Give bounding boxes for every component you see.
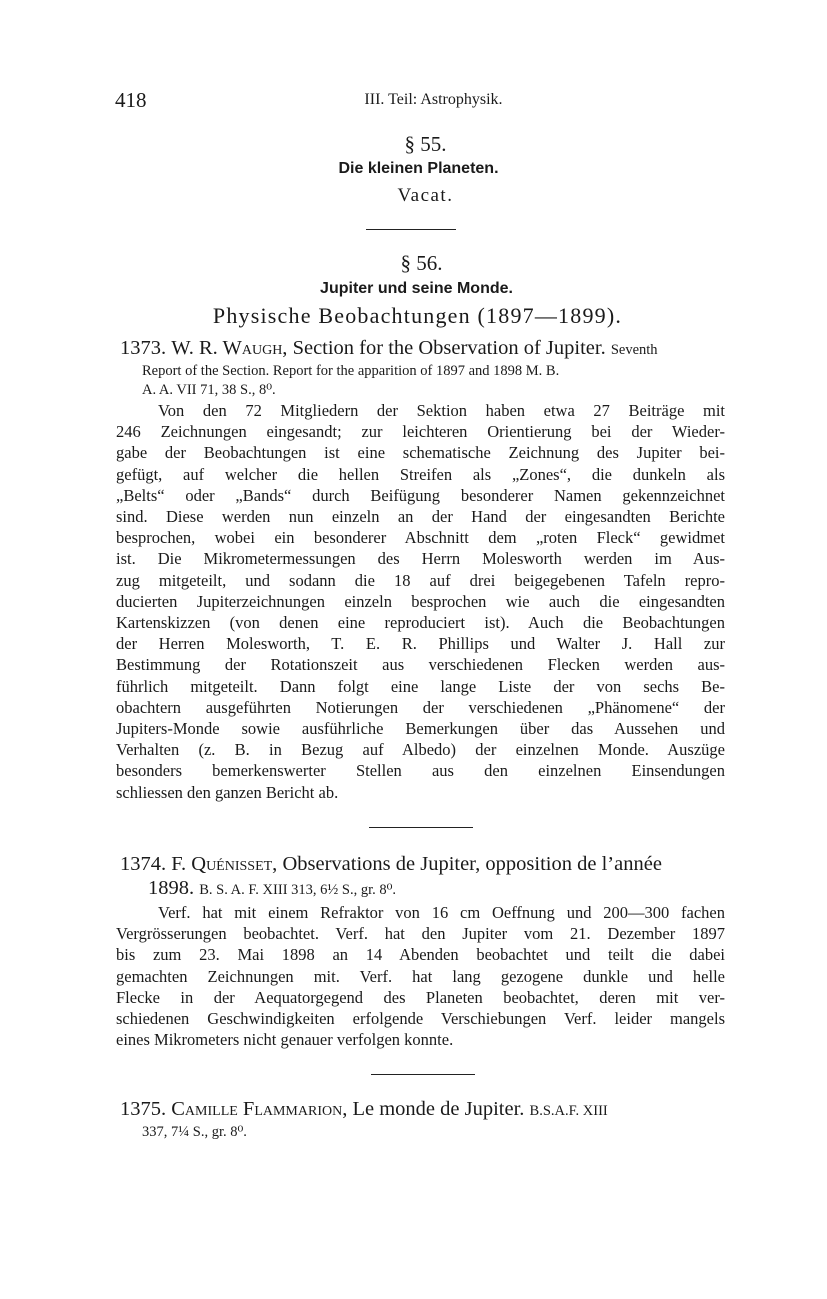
page-number: 418 bbox=[115, 88, 147, 112]
text-line: besonders bemerkenswerter Stellen aus den einzelnen Einsendungen bbox=[116, 761, 725, 781]
text-line: 246 Zeichnungen eingesandt; zur leichteren Orientierung bei der Wieder- bbox=[116, 422, 725, 442]
entry-author: F. Quénisset, bbox=[171, 853, 278, 875]
entry-number: 1374. bbox=[120, 853, 167, 875]
entry-citation-line: A. A. VII 71, 38 S., 8⁰. bbox=[142, 382, 276, 398]
section-56-title: Jupiter und seine Monde. bbox=[320, 280, 513, 297]
text-line: führlich mitgeteilt. Dann folgt eine lange Liste der von sechs Be- bbox=[116, 676, 725, 696]
text-line: gemachten Zeichnungen mit. Verf. hat lang gezogene dunkle und helle bbox=[116, 966, 725, 986]
entry-citation-line: Report of the Section. Report for the apparition of 1897 and 1898 M. B. bbox=[142, 363, 560, 379]
entry-title: Observations de Jupiter, opposition de l’année bbox=[282, 853, 662, 875]
entry-author: W. R. Waugh, bbox=[171, 337, 288, 359]
text-line: gabe der Beobachtungen ist eine schematische Zeichnung des Jupiter bei- bbox=[116, 443, 725, 463]
entry-tail: B.S.A.F. XIII bbox=[529, 1103, 608, 1119]
entry-1375-reference bbox=[120, 1097, 740, 1142]
text-line: besprochen, wobei ein besonderer Abschnitt dem „roten Fleck“ gewidmet bbox=[116, 528, 725, 548]
entry-year: 1898. bbox=[148, 877, 195, 899]
text-line: Verhalten (z. B. in Bezug auf Albedo) der einzelnen Monde. Auszüge bbox=[116, 740, 725, 760]
section-55-note: Vacat. bbox=[397, 185, 454, 206]
section-55-title: Die kleinen Planeten. bbox=[338, 160, 499, 177]
entry-title: Section for the Observation of Jupiter. bbox=[292, 337, 606, 359]
text-line: Kartenskizzen (von denen eine reproduciert ist). Auch die Beobachtungen bbox=[116, 613, 725, 633]
text-line: eines Mikrometers nicht genauer verfolgen konnte. bbox=[116, 1030, 454, 1050]
entry-divider bbox=[371, 1074, 475, 1075]
text-line: schiedenen Geschwindigkeiten erfolgende Verschiebungen Verf. leider mangels bbox=[116, 1009, 725, 1029]
text-line: schliessen den ganzen Bericht ab. bbox=[116, 782, 339, 802]
text-line: bis zum 23. Mai 1898 an 14 Abenden beobachtet und teilt die dabei bbox=[116, 945, 725, 965]
text-line: zug mitgeteilt, und sodann die 18 auf drei beigegebenen Tafeln repro- bbox=[116, 570, 725, 590]
entry-1374-abstract bbox=[116, 902, 725, 1050]
text-line: „Belts“ oder „Bands“ durch Beifügung besonderer Namen gekennzeichnet bbox=[116, 485, 725, 505]
entry-divider bbox=[369, 827, 473, 828]
text-line: Von den 72 Mitgliedern der Sektion haben etwa 27 Beiträge mit bbox=[158, 401, 725, 420]
entry-1373-abstract bbox=[116, 400, 725, 803]
entry-1373-reference bbox=[120, 336, 730, 400]
text-line: Jupiters-Monde sowie ausführliche Bemerkungen über das Aussehen und bbox=[116, 719, 725, 739]
entry-number: 1373. bbox=[120, 337, 167, 359]
text-line: gefügt, auf welcher die hellen Streifen als „Zones“, die dunkeln als bbox=[116, 464, 725, 484]
section-55-number: § 55. bbox=[404, 132, 447, 156]
text-line: sind. Diese werden nun einzeln an der Hand der eingesandten Berichte bbox=[116, 507, 725, 527]
entry-tail: Seventh bbox=[610, 342, 658, 358]
text-line: Flecke in der Aequatorgegend des Planeten beobachtet, deren mit ver- bbox=[116, 987, 725, 1007]
text-line: Vergrösserungen beobachtet. Verf. hat den Jupiter vom 21. Dezember 1897 bbox=[116, 924, 725, 944]
text-line: ist. Die Mikrometermessungen des Herrn Molesworth werden im Aus- bbox=[116, 549, 725, 569]
section-56-subheading: Physische Beobachtungen (1897—1899). bbox=[212, 303, 623, 328]
text-line: Verf. hat mit einem Refraktor von 16 cm Oeffnung und 200—300 fachen bbox=[158, 903, 725, 922]
text-line: der Herren Molesworth, T. E. R. Phillips und Walter J. Hall zur bbox=[116, 634, 725, 654]
section-divider bbox=[366, 229, 456, 230]
section-56-number: § 56. bbox=[400, 251, 443, 275]
entry-number: 1375. bbox=[120, 1098, 167, 1120]
text-line: obachtern ausgeführten Notierungen der verschiedenen „Phänomene“ der bbox=[116, 697, 725, 717]
text-line: Bestimmung der Rotationszeit aus verschiedenen Flecken werden aus- bbox=[116, 655, 725, 675]
running-title: III. Teil: Astrophysik. bbox=[364, 91, 503, 108]
entry-1374-reference bbox=[120, 852, 730, 902]
entry-author: Camille Flammarion, bbox=[171, 1098, 348, 1120]
entry-tail: B. S. A. F. XIII 313, 6½ S., gr. 8⁰. bbox=[199, 882, 397, 898]
entry-citation-line: 337, 7¼ S., gr. 8⁰. bbox=[142, 1124, 247, 1140]
text-line: ducierten Jupiterzeichnungen einzeln besprochen wie auch die eingesandten bbox=[116, 591, 725, 611]
entry-title: Le monde de Jupiter. bbox=[352, 1098, 525, 1120]
